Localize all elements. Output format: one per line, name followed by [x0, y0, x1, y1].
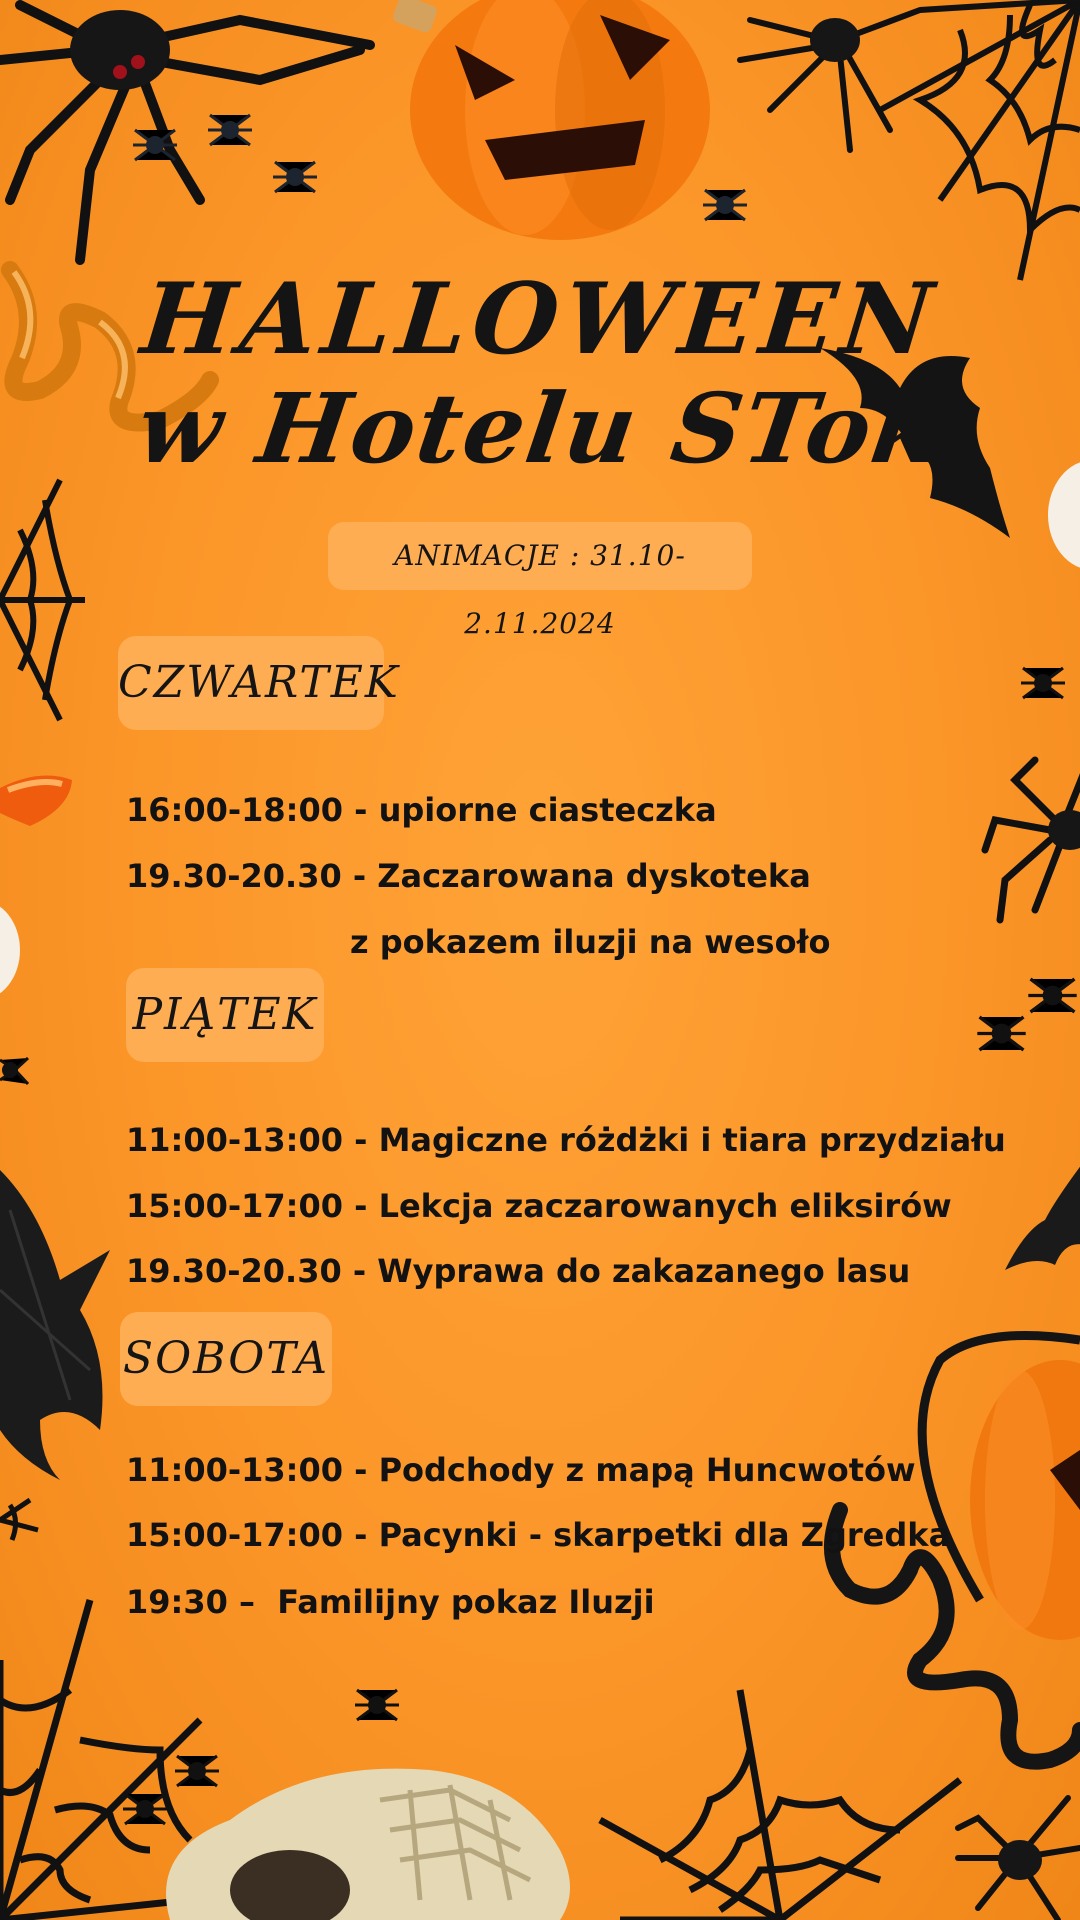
event-item-continuation: z pokazem iluzji na wesoło: [350, 923, 831, 961]
event-item: 19.30-20.30 - Zaczarowana dyskoteka: [126, 857, 811, 895]
spiderweb-icon: [0, 1490, 40, 1550]
spiderweb-icon: [0, 470, 90, 730]
spider-icon: [958, 1798, 1080, 1920]
date-badge: ANIMACJE : 31.10-2.11.2024: [328, 522, 752, 590]
spider-icon: [352, 1680, 402, 1730]
day-header-piatek: PIĄTEK: [126, 968, 324, 1062]
spider-icon: [974, 1006, 1029, 1061]
pumpkin-icon: [395, 0, 725, 250]
spider-icon: [270, 152, 320, 202]
spider-icon: [1018, 658, 1068, 708]
spider-icon: [205, 105, 255, 155]
skull-icon: [150, 1740, 580, 1920]
spider-icon: [130, 120, 180, 170]
spider-icon: [0, 1050, 30, 1090]
spider-icon: [1025, 968, 1080, 1023]
event-item: 19.30-20.30 - Wyprawa do zakazanego lasu: [126, 1252, 911, 1290]
candy-icon: [0, 900, 20, 1000]
event-item: 15:00-17:00 - Lekcja zaczarowanych eliksirów: [126, 1187, 952, 1225]
bat-icon: [0, 1170, 130, 1480]
day-header-sobota: SOBOTA: [120, 1312, 332, 1406]
spider-icon: [0, 0, 380, 280]
poster-title: HALLOWEEN: [136, 262, 944, 377]
event-item: 11:00-13:00 - Magiczne różdżki i tiara przydziału: [126, 1121, 1006, 1159]
event-item: 15:00-17:00 - Pacynki - skarpetki dla Zgredka: [126, 1516, 951, 1554]
event-item: 11:00-13:00 - Podchody z mapą Huncwotów: [126, 1451, 916, 1489]
spider-icon: [985, 760, 1080, 920]
day-header-czwartek: CZWARTEK: [118, 636, 384, 730]
bat-icon: [1005, 1160, 1080, 1270]
event-item: 19:30 – Familijny pokaz Iluzji: [126, 1583, 655, 1621]
poster-subtitle: w Hotelu STok: [130, 372, 950, 485]
candy-icon: [0, 768, 75, 828]
event-item: 16:00-18:00 - upiorne ciasteczka: [126, 791, 717, 829]
spiderweb-icon: [880, 0, 1080, 290]
spiderweb-icon: [600, 1690, 960, 1920]
